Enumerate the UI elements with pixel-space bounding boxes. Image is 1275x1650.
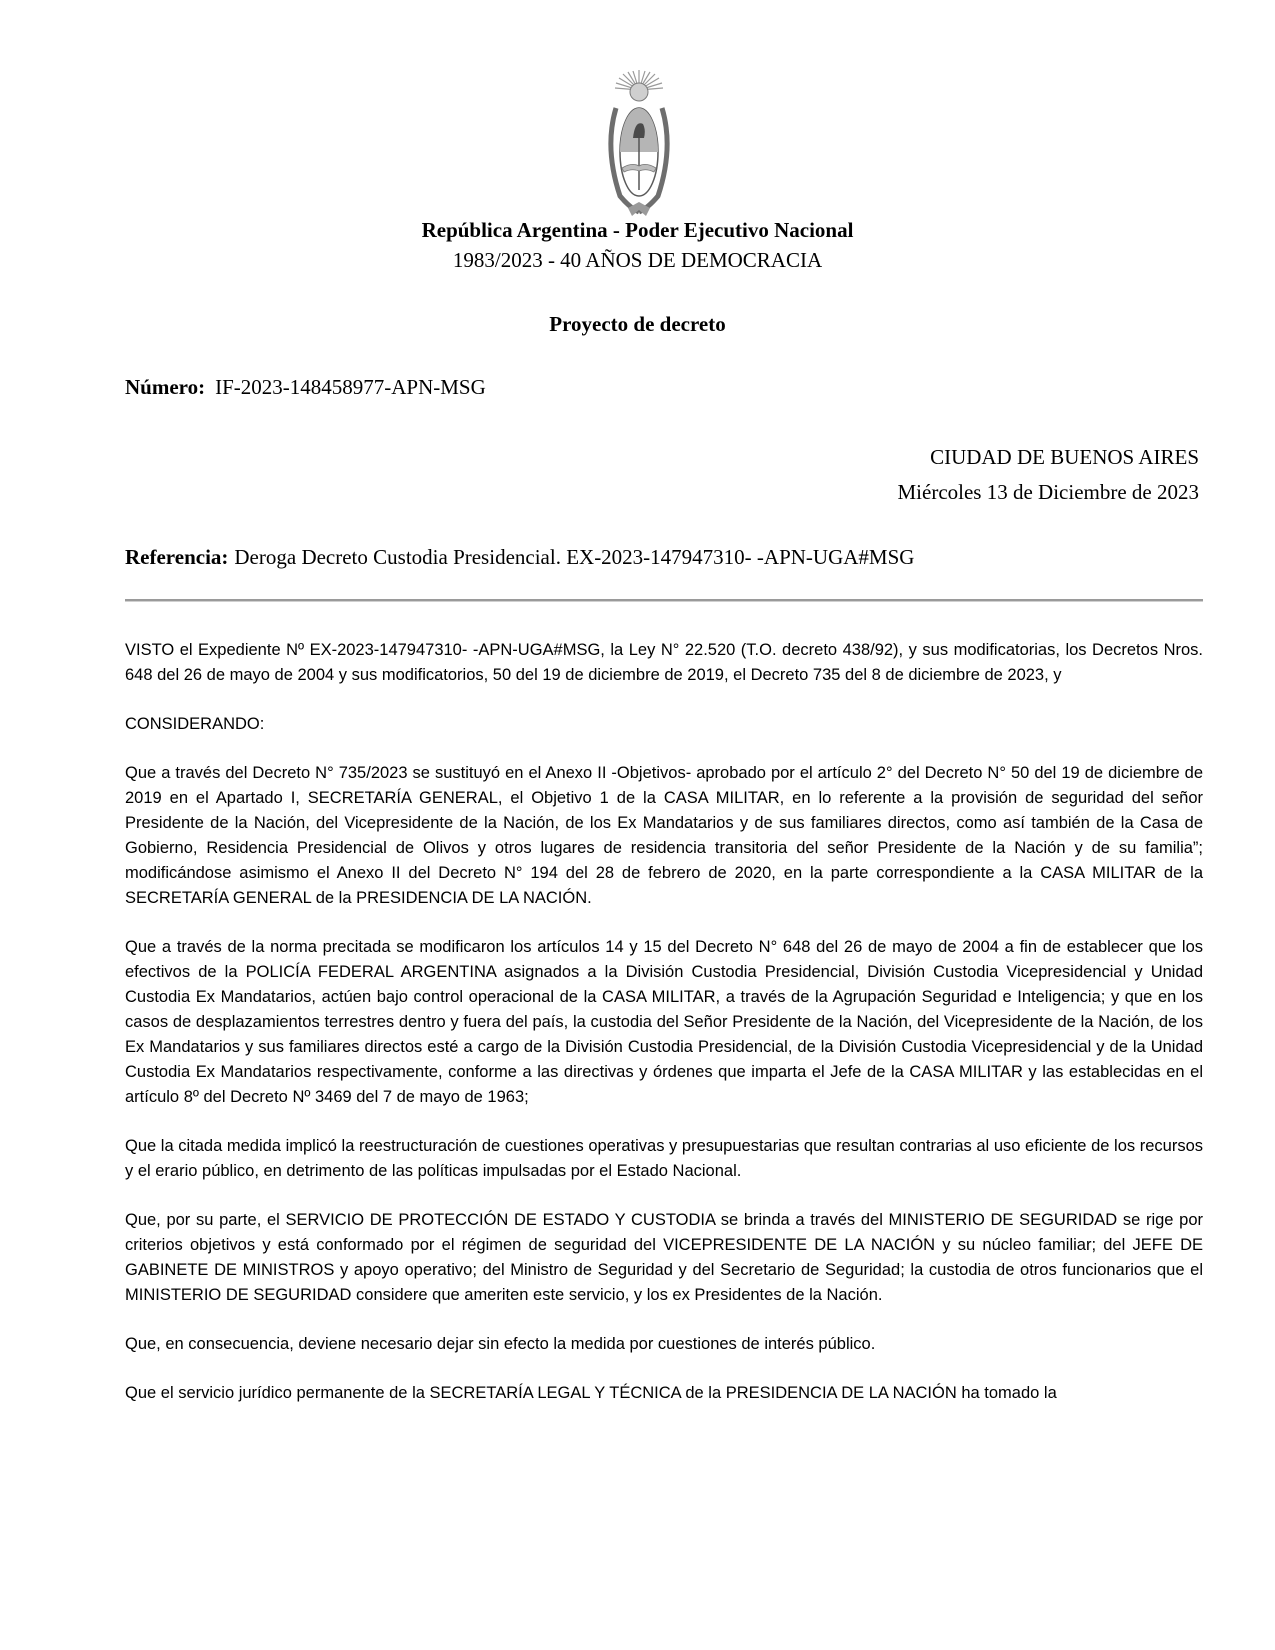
paragraph: Que el servicio jurídico permanente de la SECRETARÍA LEGAL Y TÉCNICA de la PRESIDENCIA DE LA NACIÓN ha tomado la [125,1384,1057,1402]
header-anniversary-subtitle: 1983/2023 - 40 AÑOS DE DEMOCRACIA [452,248,823,272]
paragraph: Que, en consecuencia, deviene necesario dejar sin efecto la medida por cuestiones de interés público. [125,1335,876,1353]
argentina-coat-of-arms-icon [602,68,676,220]
numero-value: IF-2023-148458977-APN-MSG [215,375,486,399]
numero-label: Número: [125,375,206,399]
document-title: Proyecto de decreto [549,312,726,336]
paragraph: Que, por su parte, el SERVICIO DE PROTECCIÓN DE ESTADO Y CUSTODIA se brinda a través del MINISTERIO DE SEGURIDAD se rige por criterios objetivos y está conformado por el régimen de seguridad del VICEPRESIDENTE DE LA NACIÓN y su núcleo familiar; del JEFE DE GABINETE DE MINISTROS y apoyo operativo; del Ministro de Seguridad y del Secretario de Seguridad; la custodia de otros funcionarios que el MINISTERIO DE SEGURIDAD considere que ameriten este servicio, y los ex Presidentes de la Nación. [125,1211,1203,1304]
document-body [125,638,1203,1430]
document-date: Miércoles 13 de Diciembre de 2023 [897,480,1199,504]
paragraph: Que a través de la norma precitada se modificaron los artículos 14 y 15 del Decreto N° 648 del 26 de mayo de 2004 a fin de establecer que los efectivos de la POLICÍA FEDERAL ARGENTINA asignados a la División Custodia Presidencial, División Custodia Vicepresidencial y Unidad Custodia Ex Mandatarios, actúen bajo control operacional de la CASA MILITAR, a través de la Agrupación Seguridad e Inteligencia; y que en los casos de desplazamientos terrestres dentro y fuera del país, la custodia del Señor Presidente de la Nación, del Vicepresidente de la Nación, de los Ex Mandatarios y sus familiares directos esté a cargo de la División Custodia Presidencial, de la División Custodia Vicepresidencial y de la Unidad Custodia Ex Mandatarios respectivamente, conforme a las directivas y órdenes que imparta el Jefe de la CASA MILITAR y las establecidas en el artículo 8º del Decreto Nº 3469 del 7 de mayo de 1963; [125,938,1203,1106]
paragraph: Que a través del Decreto N° 735/2023 se sustituyó en el Anexo II -Objetivos- aprobado por el artículo 2° del Decreto N° 50 del 19 de diciembre de 2019 en el Apartado I, SECRETARÍA GENERAL, el Objetivo 1 de la CASA MILITAR, en lo referente a la provisión de seguridad del señor Presidente de la Nación, del Vicepresidente de la Nación, de los Ex Mandatarios y de sus familiares directos, como así también de la Casa de Gobierno, Residencia Presidencial de Olivos y otros lugares de residencia transitoria del señor Presidente de la Nación y de su familia”; modificándose asimismo el Anexo II del Decreto N° 194 del 28 de febrero de 2020, en la parte correspondiente a la CASA MILITAR de la SECRETARÍA GENERAL de la PRESIDENCIA DE LA NACIÓN. [125,764,1203,907]
document-city: CIUDAD DE BUENOS AIRES [930,445,1199,469]
document-reference [125,545,914,570]
paragraph-visto: VISTO el Expediente Nº EX-2023-147947310- -APN-UGA#MSG, la Ley N° 22.520 (T.O. decreto 438/92), y sus modificatorias, los Decretos Nros. 648 del 26 de mayo de 2004 y sus modificatorios, 50 del 19 de diciembre de 2019, el Decreto 735 del 8 de diciembre de 2023, y [125,641,1203,684]
header-divider [125,599,1203,602]
referencia-label: Referencia: [125,545,229,569]
paragraph-considerando-heading: CONSIDERANDO: [125,715,265,733]
header-government-title: República Argentina - Poder Ejecutivo Nacional [421,218,854,242]
document-number [125,375,486,400]
paragraph: Que la citada medida implicó la reestructuración de cuestiones operativas y presupuestarias que resultan contrarias al uso eficiente de los recursos y el erario público, en detrimento de las políticas impulsadas por el Estado Nacional. [125,1137,1203,1180]
referencia-value: Deroga Decreto Custodia Presidencial. EX-2023-147947310- -APN-UGA#MSG [234,545,915,569]
